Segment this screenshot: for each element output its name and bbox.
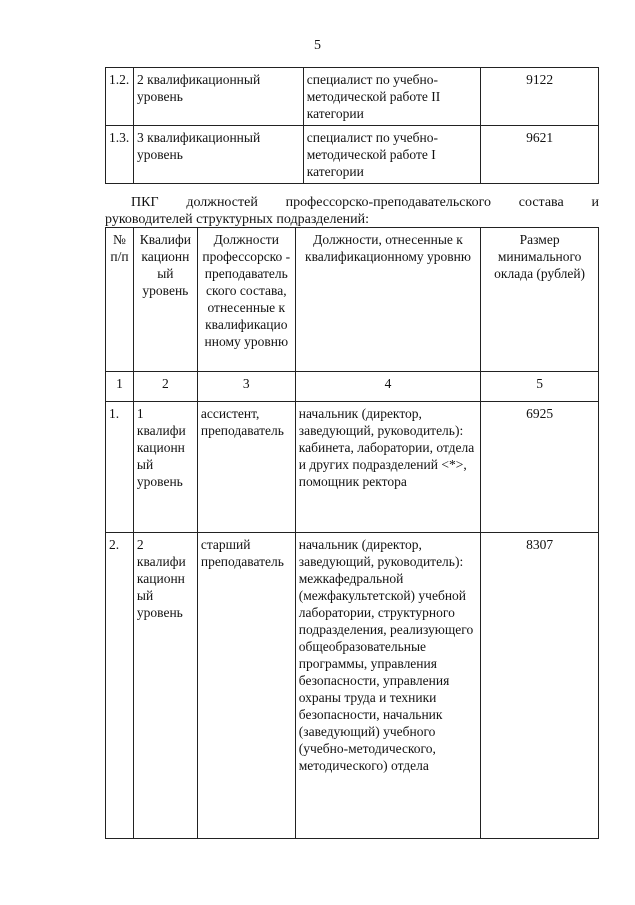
intro-word: состава <box>518 195 564 210</box>
row-number: 1.3. <box>106 126 134 184</box>
column-index: 3 <box>197 372 295 402</box>
row-number: 1. <box>106 402 134 533</box>
qualification-level: 3 квалификационный уровень <box>133 126 303 184</box>
positions-list: начальник (директор, заведующий, руководитель): кабинета, лаборатории, отдела и других подразделений <*>, помощник ректора <box>295 402 480 533</box>
table-row <box>106 402 599 533</box>
positions-list: начальник (директор, заведующий, руководитель): межкафедральной (межфакультетской) учебной лаборатории, структурного подразделения, реализующего общеобразовательные программы, управления безопасности, управления охраны труда и техники безопасности, начальник (заведующий) учебного (учебно-методического, методического) отдела <box>295 533 480 839</box>
intro-word: ПКГ <box>131 195 159 210</box>
row-number: 1.2. <box>106 68 134 126</box>
top-table <box>105 67 599 184</box>
row-number: 2. <box>106 533 134 839</box>
position-name: специалист по учебно-методической работе I категории <box>303 126 481 184</box>
position-name: специалист по учебно-методической работе II категории <box>303 68 481 126</box>
salary-value: 9621 <box>481 126 599 184</box>
column-index: 2 <box>133 372 197 402</box>
intro-line-2: руководителей структурных подразделений: <box>105 212 370 227</box>
header-level: Квалифи кационн ый уровень <box>133 228 197 372</box>
table-row <box>106 533 599 839</box>
column-index: 5 <box>481 372 599 402</box>
intro-paragraph <box>105 194 599 228</box>
table-row <box>106 68 599 126</box>
salary-value: 9122 <box>481 68 599 126</box>
intro-word: профессорско-преподавательского <box>285 195 491 210</box>
table-header-row <box>106 228 599 372</box>
faculty-position: старший преподаватель <box>197 533 295 839</box>
intro-word: и <box>591 195 599 210</box>
qualification-level: 2 квалификационный уровень <box>133 68 303 126</box>
page-number: 5 <box>314 38 321 53</box>
column-index: 4 <box>295 372 480 402</box>
column-index: 1 <box>106 372 134 402</box>
header-salary: Размер минимального оклада (рублей) <box>481 228 599 372</box>
table-row <box>106 126 599 184</box>
salary-value: 6925 <box>481 402 599 533</box>
qualification-level: 2 квалифи кационн ый уровень <box>133 533 197 839</box>
main-table <box>105 227 599 839</box>
header-faculty-positions: Должности профессорско - преподаватель ского состава, отнесенные к квалификацио нному уровню <box>197 228 295 372</box>
intro-word: должностей <box>186 195 258 210</box>
header-num: № п/п <box>106 228 134 372</box>
faculty-position: ассистент, преподаватель <box>197 402 295 533</box>
salary-value: 8307 <box>481 533 599 839</box>
qualification-level: 1 квалифи кационн ый уровень <box>133 402 197 533</box>
header-positions: Должности, отнесенные к квалификационному уровню <box>295 228 480 372</box>
intro-line-1 <box>105 194 599 211</box>
table-index-row <box>106 372 599 402</box>
